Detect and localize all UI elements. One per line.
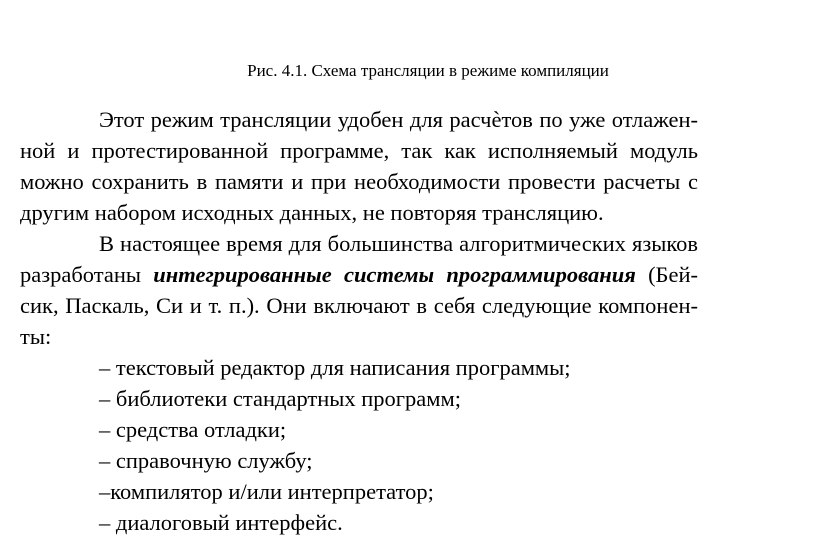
- figure-caption: Рис. 4.1. Схема трансляции в режиме компиляции: [247, 61, 609, 80]
- paragraph-compilation-advantages: Этот режим трансляции удобен для расчѐтов по уже отлажен- ной и протестированной программе, так как исполняемый модуль можно сохранить в памяти и при необходимости провести расчеты с другим набором исходных данных, не повторяя трансляцию.: [20, 107, 698, 225]
- ide-components-list: [20, 352, 698, 538]
- paragraph-ide-intro: [20, 228, 698, 352]
- list-item: – диалоговый интерфейс.: [99, 510, 343, 535]
- list-item: –компилятор и/или интерпретатор;: [99, 479, 434, 504]
- document-body: [20, 104, 698, 538]
- list-item: – справочную службу;: [99, 448, 313, 473]
- ide-term-emphasis: интегрированные системы программирования: [153, 262, 636, 287]
- paragraph-ide-lead: В настоящее время для большинства алгоритмических языков разработаны: [20, 231, 698, 287]
- list-item: – средства отладки;: [99, 417, 287, 442]
- list-item: – библиотеки стандартных программ;: [99, 386, 461, 411]
- list-item: – текстовый редактор для написания программы;: [99, 355, 571, 380]
- paragraph-ide-tail: (Бей- сик, Паскаль, Си и т. п.). Они включают в себя следующие компонен-ты:: [20, 262, 698, 349]
